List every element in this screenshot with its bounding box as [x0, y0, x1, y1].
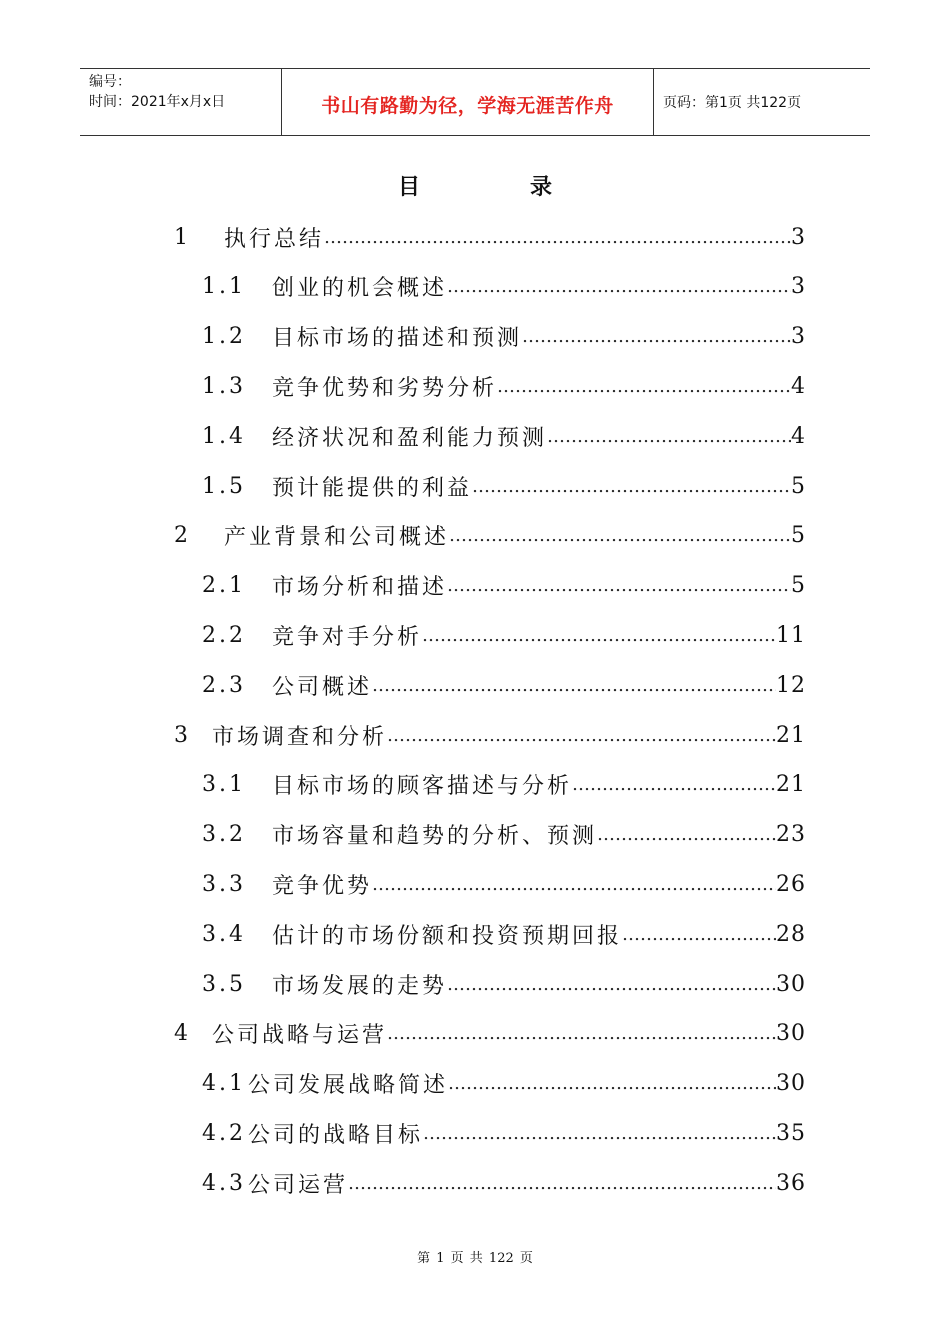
toc-entry-number: 1: [174, 224, 191, 250]
toc-entry-leader: [597, 824, 776, 845]
toc-entry-number: 1.5: [202, 473, 246, 499]
time-label: 时间：2021年x月x日: [89, 94, 226, 110]
toc-entry-number: 4.3: [202, 1170, 246, 1196]
serial-label: 编号：: [89, 74, 131, 90]
toc-entry-page: 12: [776, 672, 806, 698]
toc-entry-title: 目标市场的顾客描述与分析: [272, 774, 573, 800]
toc-entry-page: 28: [776, 921, 806, 947]
toc-entry-title: 市场容量和趋势的分析、预测: [272, 824, 598, 850]
toc-entry-leader: [387, 1023, 776, 1044]
toc-entry-title: 竞争优势和劣势分析: [272, 375, 498, 401]
toc-entry-title: 公司战略与运营: [212, 1023, 388, 1049]
toc-entry[interactable]: [202, 810, 806, 860]
toc-entry-page: 30: [776, 1021, 806, 1047]
toc-entry-leader: [447, 575, 791, 596]
toc-entry[interactable]: [202, 1059, 806, 1109]
header-motto-cell: [282, 69, 654, 135]
toc-entry-leader: [497, 376, 791, 397]
toc-entry-number: 2.3: [202, 672, 246, 698]
toc-entry-title: 市场调查和分析: [212, 724, 388, 750]
toc-entry-title: 公司发展战略简述: [248, 1073, 449, 1099]
toc-entry-number: 3.4: [202, 921, 246, 947]
toc-title-right: 录: [530, 174, 553, 200]
toc-entry[interactable]: [202, 660, 806, 710]
header-page-cell: [654, 69, 870, 135]
toc-entry[interactable]: [174, 1009, 806, 1059]
toc-entry-title: 产业背景和公司概述: [224, 525, 450, 551]
page-footer: 第 1 页 共 122 页: [417, 1251, 533, 1266]
toc-entry-leader: [447, 276, 791, 297]
toc-entry-leader: [387, 725, 776, 746]
toc-entry[interactable]: [202, 1108, 806, 1158]
toc-entry-number: 1.4: [202, 423, 246, 449]
toc-entry-page: 5: [791, 473, 806, 499]
toc-entry-title: 公司概述: [272, 674, 373, 700]
toc-entry-title: 预计能提供的利益: [272, 475, 473, 501]
toc-entry-page: 30: [776, 971, 806, 997]
toc-entry[interactable]: [202, 262, 806, 312]
toc-entry-title: 公司运营: [248, 1172, 349, 1198]
toc-entry-title: 经济状况和盈利能力预测: [272, 425, 548, 451]
toc-entry-number: 3.5: [202, 971, 246, 997]
toc-entry[interactable]: [202, 610, 806, 660]
toc-entry-title: 估计的市场份额和投资预期回报: [272, 923, 623, 949]
toc-entry[interactable]: [202, 1158, 806, 1208]
toc-entry-number: 1.1: [202, 274, 246, 300]
toc-entry[interactable]: [202, 461, 806, 511]
toc-entry-number: 4: [174, 1021, 191, 1047]
toc-entry[interactable]: [202, 561, 806, 611]
toc-entry-leader: [449, 525, 791, 546]
toc-entry-number: 3.3: [202, 871, 246, 897]
toc-entry-page: 30: [776, 1071, 806, 1097]
toc-entry[interactable]: [202, 411, 806, 461]
toc-entry-number: 4.2: [202, 1120, 246, 1146]
header-meta-cell: [80, 69, 282, 135]
toc-entry-title: 竞争对手分析: [272, 624, 423, 650]
toc-entry-page: 21: [776, 722, 806, 748]
toc-entry-page: 11: [776, 622, 806, 648]
toc-entry-number: 4.1: [202, 1071, 246, 1097]
toc-entry-number: 2: [174, 523, 191, 549]
toc-entry-page: 35: [776, 1120, 806, 1146]
toc-entry-page: 4: [791, 423, 806, 449]
toc-entry-page: 26: [776, 871, 806, 897]
toc-entry-number: 3.2: [202, 822, 246, 848]
toc-entry-number: 2.2: [202, 622, 246, 648]
page-info: 页码：第1页 共122页: [663, 95, 802, 111]
toc-entry-leader: [372, 874, 776, 895]
toc-entry-page: 3: [791, 324, 806, 350]
toc-entry[interactable]: [174, 212, 806, 262]
toc-entry[interactable]: [174, 511, 806, 561]
toc-entry-page: 3: [791, 274, 806, 300]
toc-entry-number: 3: [174, 722, 191, 748]
toc-entry[interactable]: [202, 909, 806, 959]
toc-entry-leader: [372, 675, 776, 696]
toc-entry-leader: [324, 227, 791, 248]
toc-entry[interactable]: [202, 959, 806, 1009]
toc-entry-page: 23: [776, 822, 806, 848]
toc-entry-page: 5: [791, 573, 806, 599]
page-header: [80, 68, 870, 136]
toc-entry[interactable]: [174, 710, 806, 760]
toc-entry[interactable]: [202, 312, 806, 362]
toc-entry-title: 创业的机会概述: [272, 276, 448, 302]
toc-entry-number: 1.3: [202, 373, 246, 399]
toc-entry-page: 3: [791, 224, 806, 250]
toc-entry-page: 4: [791, 373, 806, 399]
toc-entry-title: 执行总结: [224, 226, 325, 252]
toc-entry-page: 21: [776, 772, 806, 798]
toc-entry-page: 5: [791, 523, 806, 549]
toc-entry[interactable]: [202, 361, 806, 411]
motto-text: 书山有路勤为径，学海无涯苦作舟: [321, 94, 614, 117]
toc-entry-title: 市场发展的走势: [272, 973, 448, 999]
toc-entry-leader: [472, 476, 791, 497]
toc-entry-number: 1.2: [202, 324, 246, 350]
toc-entry-leader: [348, 1173, 776, 1194]
toc-title: [0, 170, 950, 201]
toc-entry-leader: [572, 774, 776, 795]
toc-entry-page: 36: [776, 1170, 806, 1196]
toc-entry-number: 3.1: [202, 772, 246, 798]
toc-entry[interactable]: [202, 760, 806, 810]
toc-entry-leader: [448, 1073, 776, 1094]
toc-entry-leader: [422, 625, 776, 646]
toc-entry-title: 公司的战略目标: [248, 1122, 424, 1148]
toc-entry-title: 目标市场的描述和预测: [272, 326, 523, 352]
toc-entry-leader: [423, 1123, 776, 1144]
toc-entry-leader: [447, 974, 776, 995]
toc-entry-leader: [547, 426, 791, 447]
toc-entry-leader: [622, 924, 776, 945]
toc-entry-leader: [522, 326, 791, 347]
toc-entry-title: 市场分析和描述: [272, 575, 448, 601]
toc-title-left: 目: [397, 174, 420, 200]
toc-entry[interactable]: [202, 859, 806, 909]
toc-entry-title: 竞争优势: [272, 873, 373, 899]
toc-entry-number: 2.1: [202, 573, 246, 599]
